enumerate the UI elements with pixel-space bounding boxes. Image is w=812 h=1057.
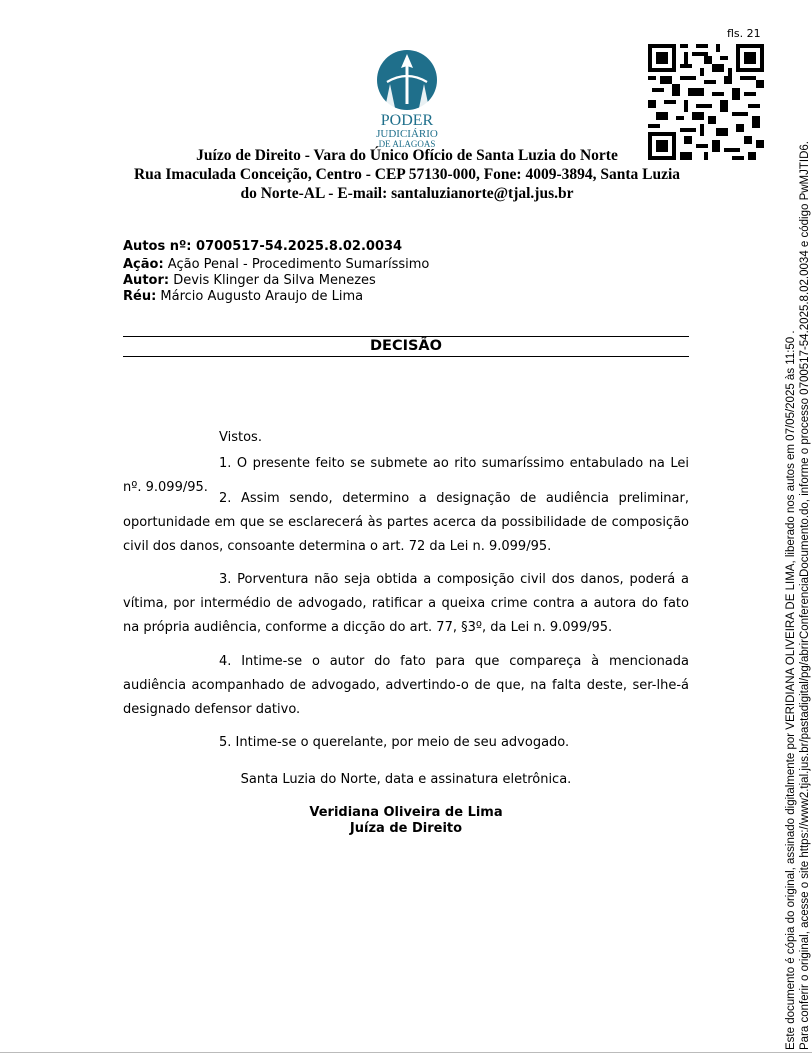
case-plaintiff-value: Devis Klinger da Silva Menezes: [169, 273, 376, 288]
paragraph-vistos: Vistos.: [219, 430, 262, 445]
header-address: Rua Imaculada Conceição, Centro - CEP 57130-000, Fone: 4009-3894, Santa Luzia: [133, 166, 681, 183]
logo-text-judiciario: JUDICIÁRIO: [376, 128, 438, 140]
paragraph-4: 4. Intime-se o autor do fato para que compareça à mencionada audiência acompanhado de advogado, advertindo-o de que, na falta deste, ser-lhe-á designado defensor dativo.: [123, 654, 689, 717]
authenticity-note-line2: Para conferir o original, acesse o site https://www2.tjal.jus.br/pastadigital/pg/abrirConferenciaDocumento.do, informe o processo 0700517-54.2025.8.02.0034 e código PwMJTID6.: [799, 141, 811, 1050]
signature-role: Juíza de Direito: [349, 821, 463, 836]
decision-title: DECISÃO: [370, 338, 442, 354]
paragraph-3: 3. Porventura não seja obtida a composição civil dos danos, poderá a vítima, por intermédio de advogado, ratificar a queixa crime contra a autora do fato na própria audiência, conforme a dicção do art. 77, §3º, da Lei n. 9.099/95.: [123, 572, 689, 635]
title-rule-top: [123, 336, 689, 337]
signature-block: [123, 805, 689, 837]
logo-text-alagoas: DE ALAGOAS: [378, 139, 436, 149]
case-number: [123, 239, 402, 254]
qr-code-icon: [648, 44, 764, 160]
header-contact: do Norte-AL - E-mail: santaluzianorte@tjal.jus.br: [240, 185, 574, 202]
signature-name: Veridiana Oliveira de Lima: [309, 805, 503, 820]
page-marker: fls. 21: [727, 27, 761, 40]
logo-text-poder: PODER: [380, 112, 434, 129]
case-plaintiff-label: Autor:: [123, 273, 170, 288]
case-defendant: [123, 289, 363, 304]
case-defendant-label: Réu:: [123, 289, 157, 304]
case-defendant-value: Márcio Augusto Araujo de Lima: [156, 289, 364, 304]
case-plaintiff: [123, 273, 376, 288]
header-court-name: Juízo de Direito - Vara do Único Ofício de Santa Luzia do Norte: [196, 147, 618, 164]
case-action-label: Ação:: [123, 257, 164, 272]
coat-of-arms-icon: [377, 50, 437, 110]
page-bottom-edge: [0, 1052, 812, 1053]
paragraph-5: 5. Intime-se o querelante, por meio de seu advogado.: [219, 735, 570, 750]
paragraph-1: 1. O presente feito se submete ao rito sumaríssimo entabulado na Lei nº. 9.099/95.: [123, 456, 689, 495]
case-number-text: Autos nº: 0700517-54.2025.8.02.0034: [123, 239, 403, 254]
authenticity-note: [784, 141, 812, 1050]
case-action: [123, 257, 429, 272]
authenticity-note-line1: Este documento é cópia do original, assinado digitalmente por VERIDIANA OLIVEIRA DE LIMA, liberado nos autos em 07/05/2025 às 11:50 .: [785, 330, 797, 1050]
court-logo: [365, 48, 449, 152]
paragraph-2: 2. Assim sendo, determino a designação de audiência preliminar, oportunidade em que se esclarecerá às partes acerca da possibilidade de composição civil dos danos, consoante determina o art. 72 da Lei n. 9.099/95.: [123, 491, 689, 554]
place-and-date: Santa Luzia do Norte, data e assinatura eletrônica.: [240, 772, 572, 787]
case-action-value: Ação Penal - Procedimento Sumaríssimo: [163, 257, 430, 272]
title-rule-bottom: [123, 356, 689, 357]
